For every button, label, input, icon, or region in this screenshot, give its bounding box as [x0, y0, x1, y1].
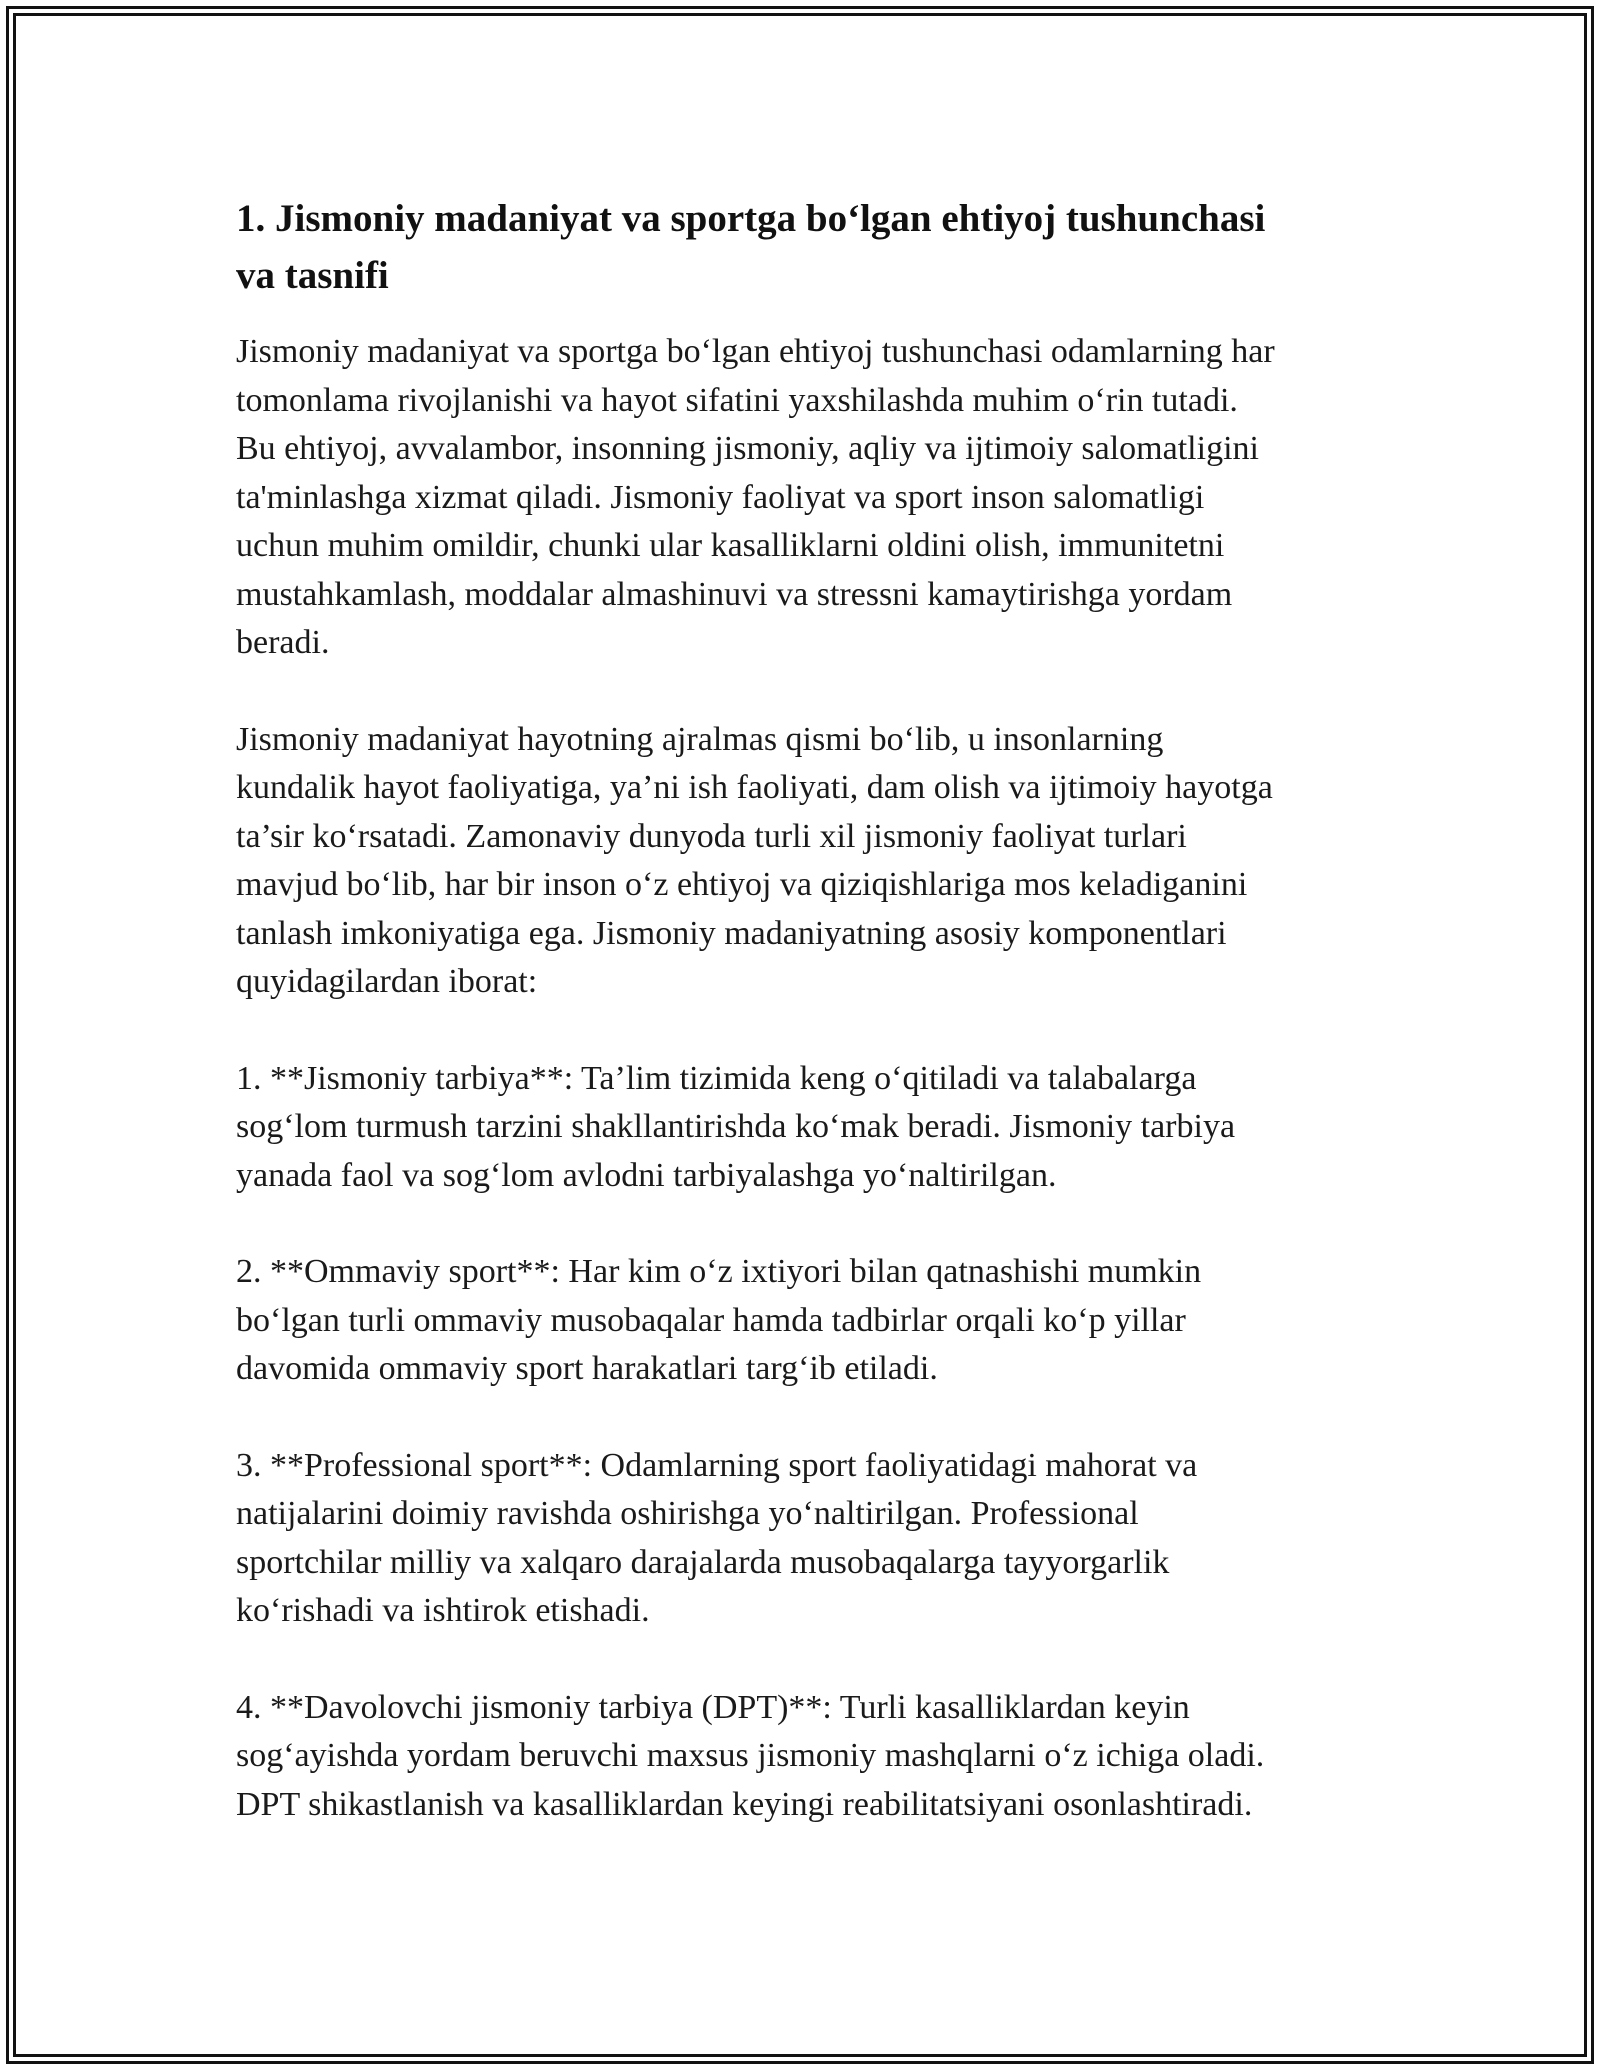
- document-body: [236, 190, 1366, 1877]
- list-item-physical-education: 1. **Jismoniy tarbiya**: Ta’lim tizimida keng o‘qitiladi va talabalarga sog‘lom turmush tarzini shakllantirishda ko‘mak beradi. Jismoniy tarbiya yanada faol va sog‘lom avlodni tarbiyalashga yo‘naltirilgan.: [236, 1059, 1236, 1194]
- paragraph-intro: Jismoniy madaniyat va sportga bo‘lgan ehtiyoj tushunchasi odamlarning har tomonlama rivojlanishi va hayot sifatini yaxshilashda muhim o‘rin tutadi. Bu ehtiyoj, avvalambor, insonning jismoniy, aqliy va ijtimoiy salomatligini ta'minlashga xizmat qiladi. Jismoniy faoliyat va sport inson salomatligi uchun muhim omildir, chunki ular kasalliklarni oldini olish, immunitetni mustahkamlash, moddalar almashinuvi va stressni kamaytirishga yordam beradi.: [236, 333, 1275, 661]
- list-item-professional-sport: 3. **Professional sport**: Odamlarning sport faoliyatidagi mahorat va natijalarini doimiy ravishda oshirishga yo‘naltirilgan. Professional sportchilar milliy va xalqaro darajalarda musobaqalarga tayyorgarlik ko‘rishadi va ishtirok etishadi.: [236, 1446, 1198, 1629]
- paragraph-components: Jismoniy madaniyat hayotning ajralmas qismi bo‘lib, u insonlarning kundalik hayot faoliyatiga, ya’ni ish faoliyati, dam olish va ijtimoiy hayotga ta’sir ko‘rsatadi. Zamonaviy dunyoda turli xil jismoniy faoliyat turlari mavjud bo‘lib, har bir inson o‘z ehtiyoj va qiziqishlariga mos keladiganini tanlash imkoniyatiga ega. Jismoniy madaniyatning asosiy komponentlari quyidagilardan iborat:: [236, 720, 1273, 1000]
- list-item-therapeutic-pe: 4. **Davolovchi jismoniy tarbiya (DPT)**: Turli kasalliklardan keyin sog‘ayishda yordam beruvchi maxsus jismoniy mashqlarni o‘z ichiga oladi. DPT shikastlanish va kasalliklardan keyingi reabilitatsiyani osonlashtiradi.: [236, 1688, 1265, 1823]
- list-item-mass-sport: 2. **Ommaviy sport**: Har kim o‘z ixtiyori bilan qatnashishi mumkin bo‘lgan turli ommaviy musobaqalar hamda tadbirlar orqali ko‘p yillar davomida ommaviy sport harakatlari targ‘ib etiladi.: [236, 1253, 1202, 1387]
- section-heading: 1. Jismoniy madaniyat va sportga bo‘lgan ehtiyoj tushunchasi va tasnifi: [236, 197, 1266, 297]
